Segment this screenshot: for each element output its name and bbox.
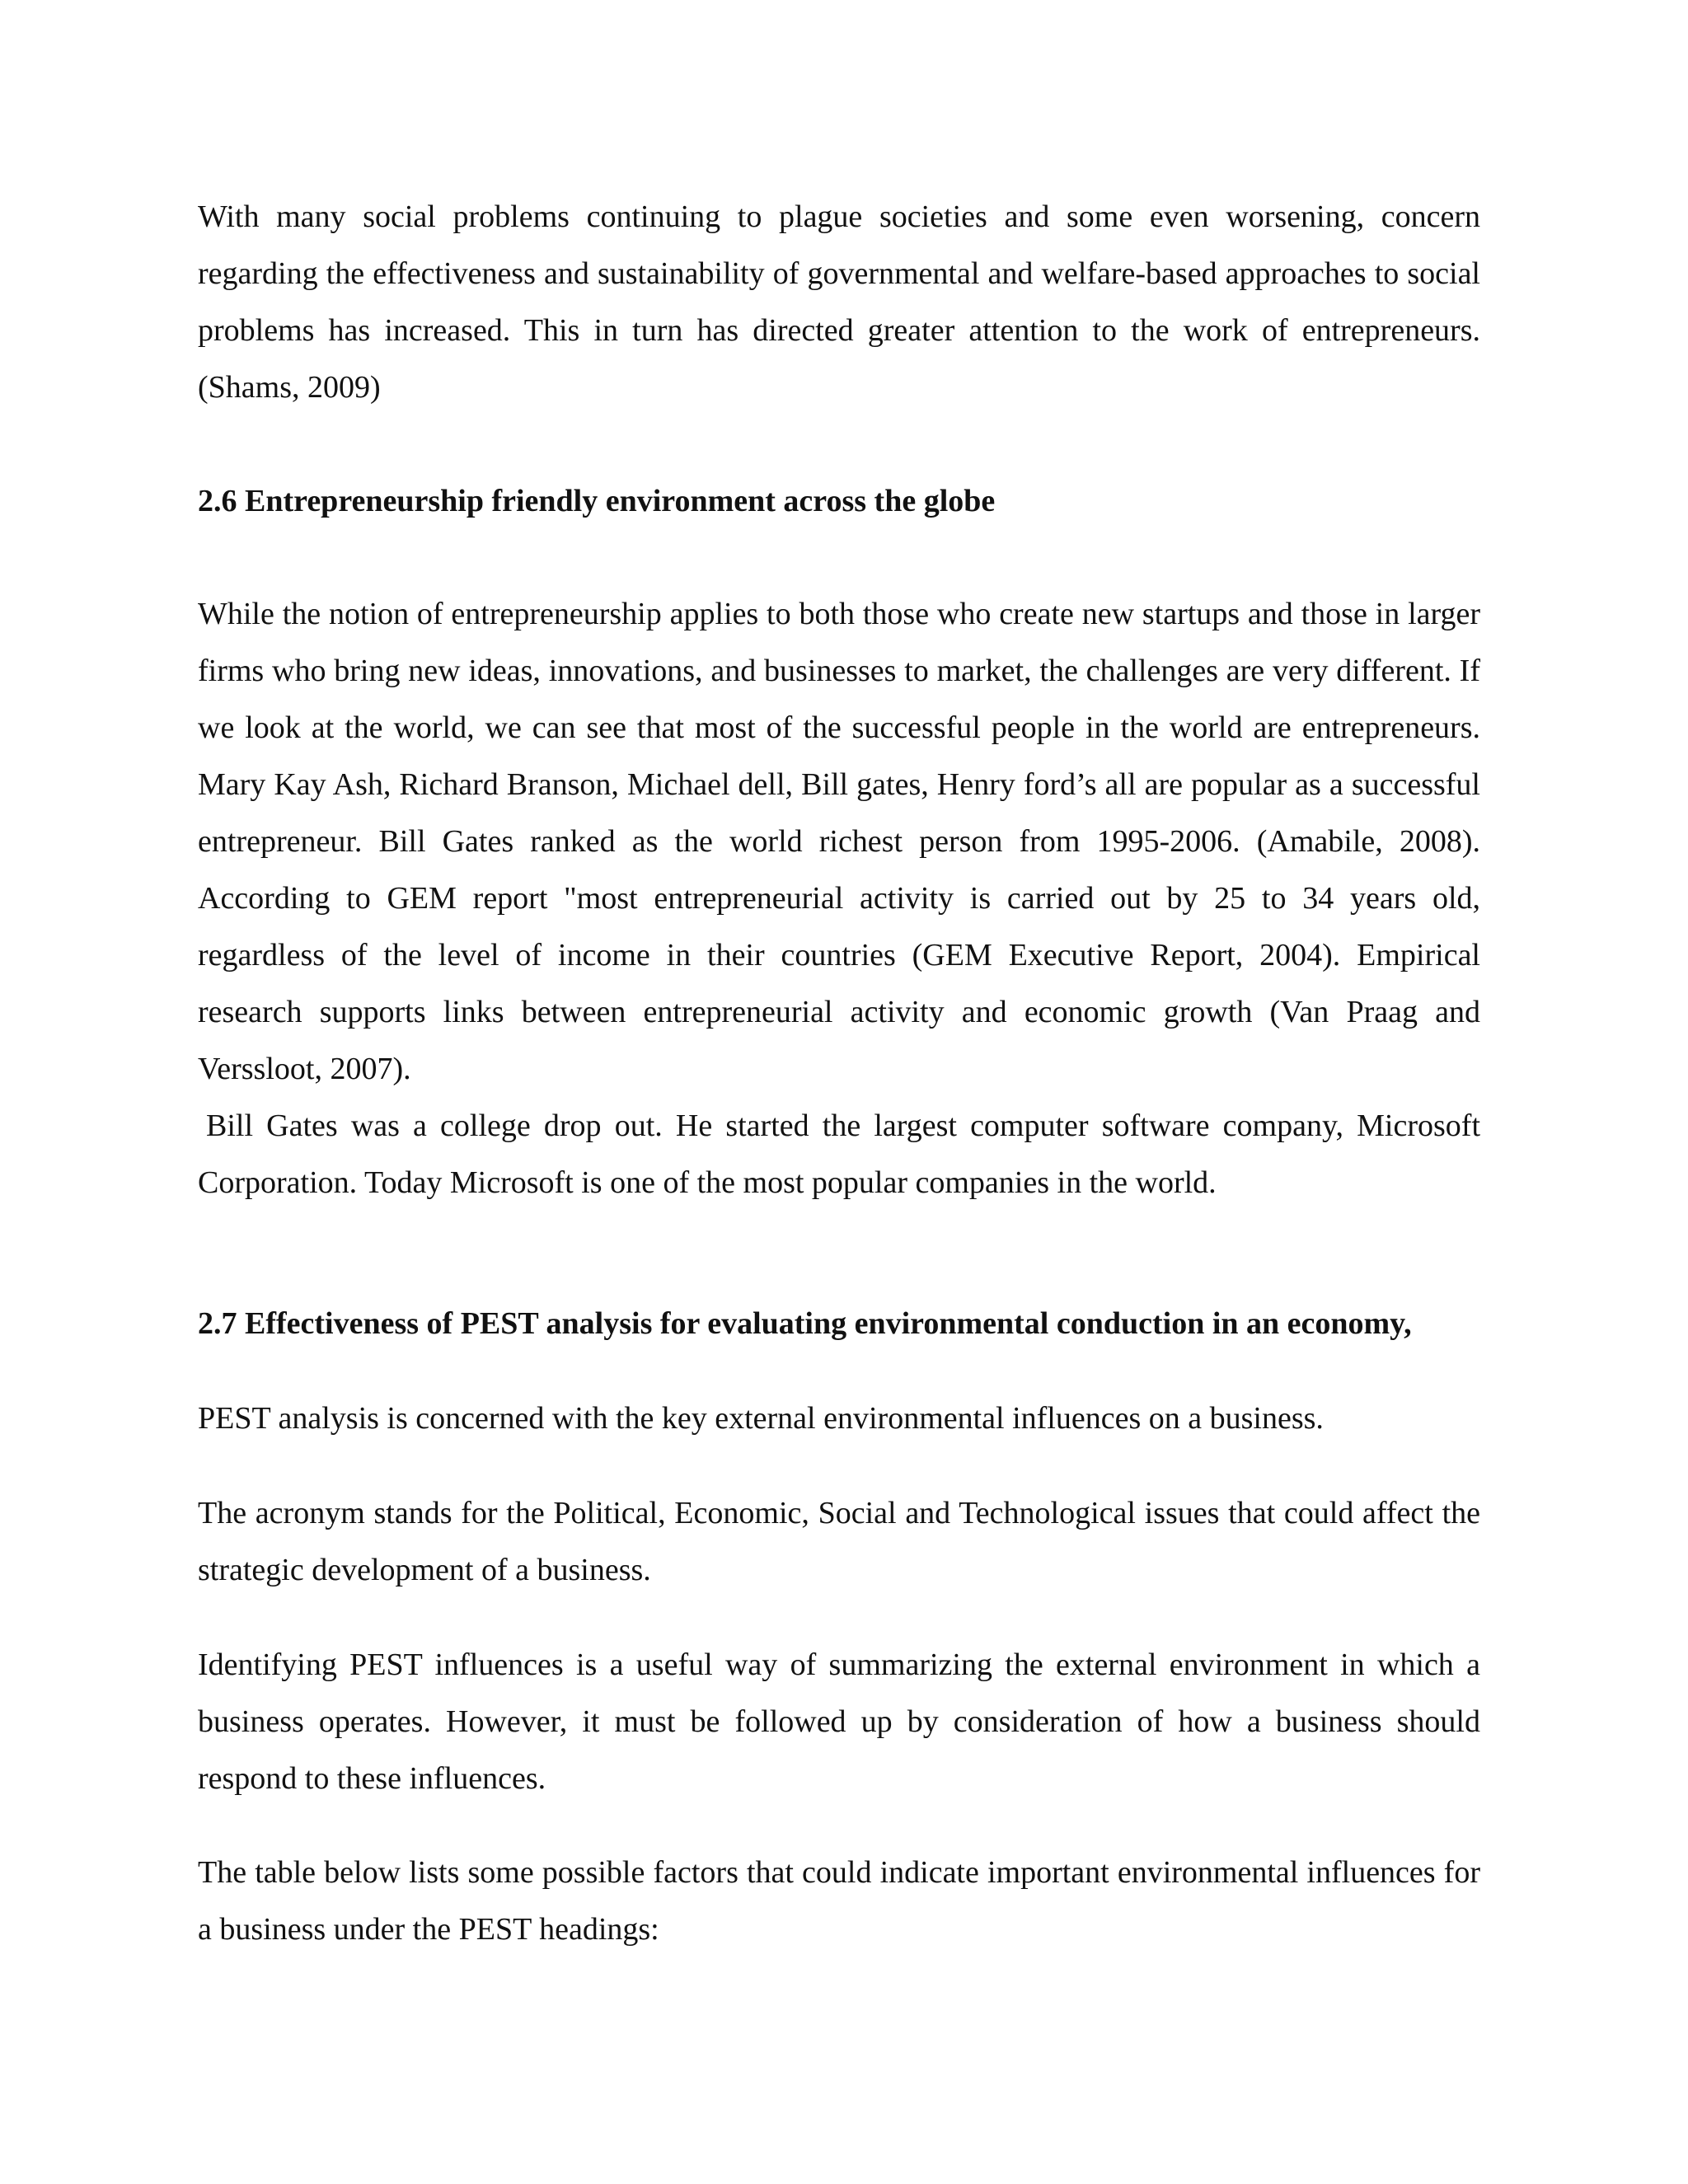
paragraph-pest-definition: PEST analysis is concerned with the key external environmental influences on a business. (198, 1401, 1324, 1436)
paragraph-social-problems: With many social problems continuing to plague societies and some even worsening, concern regarding the effectiveness and sustainability of governmental and welfare-based approaches to social problems has increased. This in turn has directed greater attention to the work of entrepreneurs. (Shams, 2009) (198, 199, 1480, 405)
section-heading-2-6: 2.6 Entrepreneurship friendly environment across the globe (198, 484, 996, 518)
paragraph-pest-influences: Identifying PEST influences is a useful way of summarizing the external environment in which a business operates. However, it must be followed up by consideration of how a business should respond to these influences. (198, 1647, 1480, 1796)
paragraph-table-intro: The table below lists some possible factors that could indicate important environmental influences for a business under the PEST headings: (198, 1855, 1480, 1947)
section-heading-2-7: 2.7 Effectiveness of PEST analysis for evaluating environmental conduction in an economy, (198, 1306, 1412, 1341)
paragraph-pest-acronym: The acronym stands for the Political, Economic, Social and Technological issues that could affect the strategic development of a business. (198, 1496, 1480, 1587)
paragraph-entrepreneurship-global: While the notion of entrepreneurship applies to both those who create new startups and those in larger firms who bring new ideas, innovations, and businesses to market, the challenges are very different. If we look at the world, we can see that most of the successful people in the world are entrepreneurs. Mary Kay Ash, Richard Branson, Michael dell, Bill gates, Henry ford’s all are popular as a successful entrepreneur. Bill Gates ranked as the world richest person from 1995-2006. (Amabile, 2008). According to GEM report "most entrepreneurial activity is carried out by 25 to 34 years old, regardless of the level of income in their countries (GEM Executive Report, 2004). Empirical research supports links between entrepreneurial activity and economic growth (Van Praag and Verssloot, 2007). (198, 597, 1480, 1086)
paragraph-bill-gates: Bill Gates was a college drop out. He started the largest computer software company, Microsoft Corporation. Today Microsoft is one of the most popular companies in the world. (198, 1108, 1480, 1200)
